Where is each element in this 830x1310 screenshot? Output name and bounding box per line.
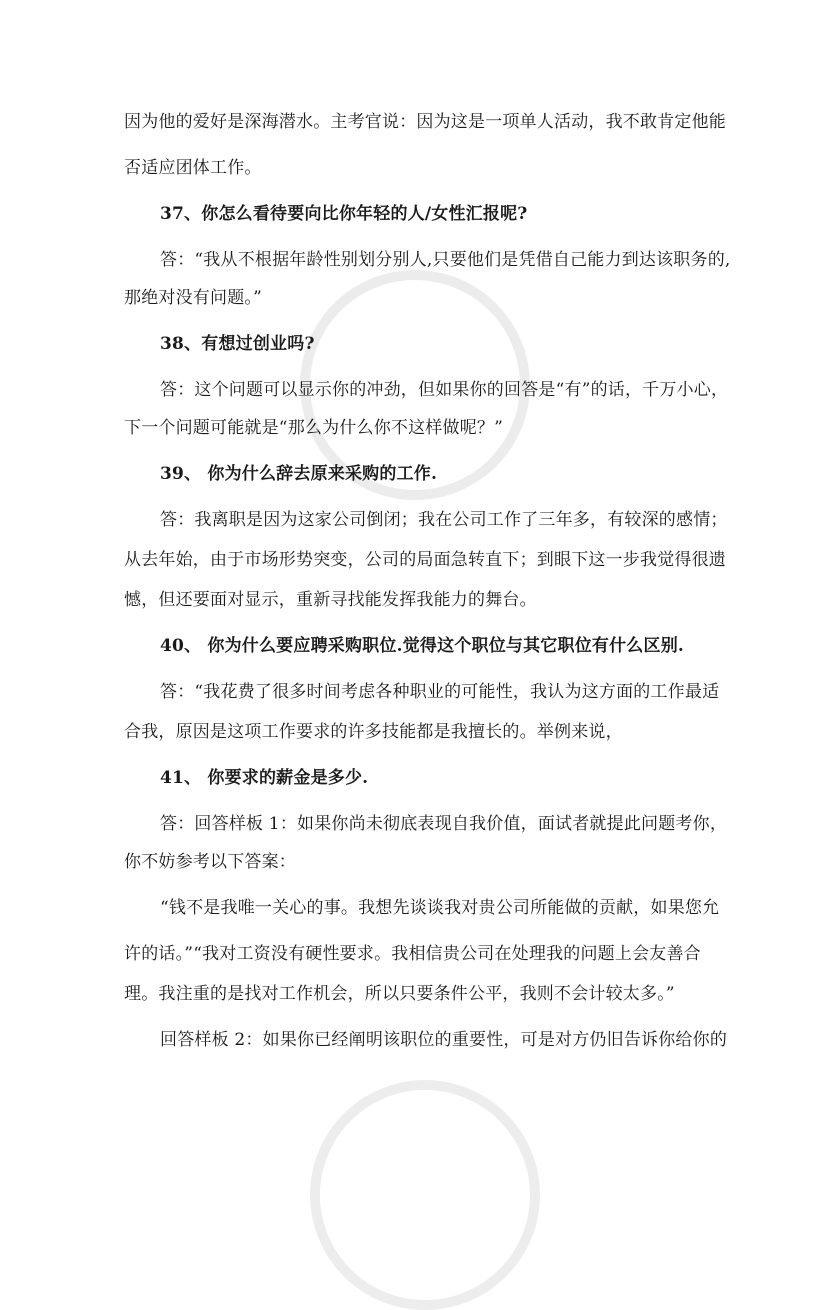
question-heading-37: 37、你怎么看待要向比你年轻的人/女性汇报呢? [160, 204, 528, 224]
answer-text-line: 回答样板 2：如果你已经阐明该职位的重要性，可是对方仍旧告诉你给你的 [160, 1030, 728, 1050]
question-heading-40: 40、 你为什么要应聘采购职位.觉得这个职位与其它职位有什么区别. [160, 636, 685, 656]
answer-text-line: 下一个问题可能就是“那么为什么你不这样做呢？” [124, 418, 503, 438]
question-heading-39: 39、 你为什么辞去原来采购的工作. [160, 464, 438, 484]
answer-text-line: “钱不是我唯一关心的事。我想先谈谈我对贵公司所能做的贡献，如果您允 [160, 898, 720, 918]
answer-text-line: 答：“我花费了很多时间考虑各种职业的可能性，我认为这方面的工作最适 [160, 682, 720, 702]
answer-text-line: 憾，但还要面对显示，重新寻找能发挥我能力的舞台。 [124, 590, 537, 610]
answer-text-line: 答：这个问题可以显示你的冲劲，但如果你的回答是“有”的话，千万小心， [160, 380, 729, 400]
answer-text-line: 你不妨参考以下答案： [124, 852, 296, 872]
answer-text-line: 许的话。”“我对工资没有硬性要求。我相信贵公司在处理我的问题上会友善合 [124, 944, 701, 964]
answer-text-line: 理。我注重的是找对工作机会，所以只要条件公平，我则不会计较太多。” [124, 984, 675, 1004]
body-text-line: 因为他的爱好是深海潜水。主考官说：因为这是一项单人活动，我不敢肯定他能 [124, 112, 726, 132]
question-heading-41: 41、 你要求的薪金是多少. [160, 768, 369, 788]
answer-text-line: 答：回答样板 1：如果你尚未彻底表现自我价值，面试者就提此问题考你， [160, 814, 728, 834]
watermark-seal-icon [310, 1080, 540, 1310]
answer-text-line: 答：我离职是因为这家公司倒闭；我在公司工作了三年多，有较深的感情； [160, 510, 728, 530]
answer-text-line: 从去年始，由于市场形势突变，公司的局面急转直下；到眼下这一步我觉得很遗 [124, 550, 726, 570]
answer-text-line: 合我，原因是这项工作要求的许多技能都是我擅长的。举例来说， [124, 722, 623, 742]
answer-text-line: 那绝对没有问题。” [124, 288, 262, 308]
body-text-line: 否适应团体工作。 [124, 158, 262, 178]
answer-text-line: 答：“我从不根据年龄性别划分别人,只要他们是凭借自己能力到达该职务的, [160, 250, 731, 270]
question-heading-38: 38、有想过创业吗? [160, 334, 315, 354]
